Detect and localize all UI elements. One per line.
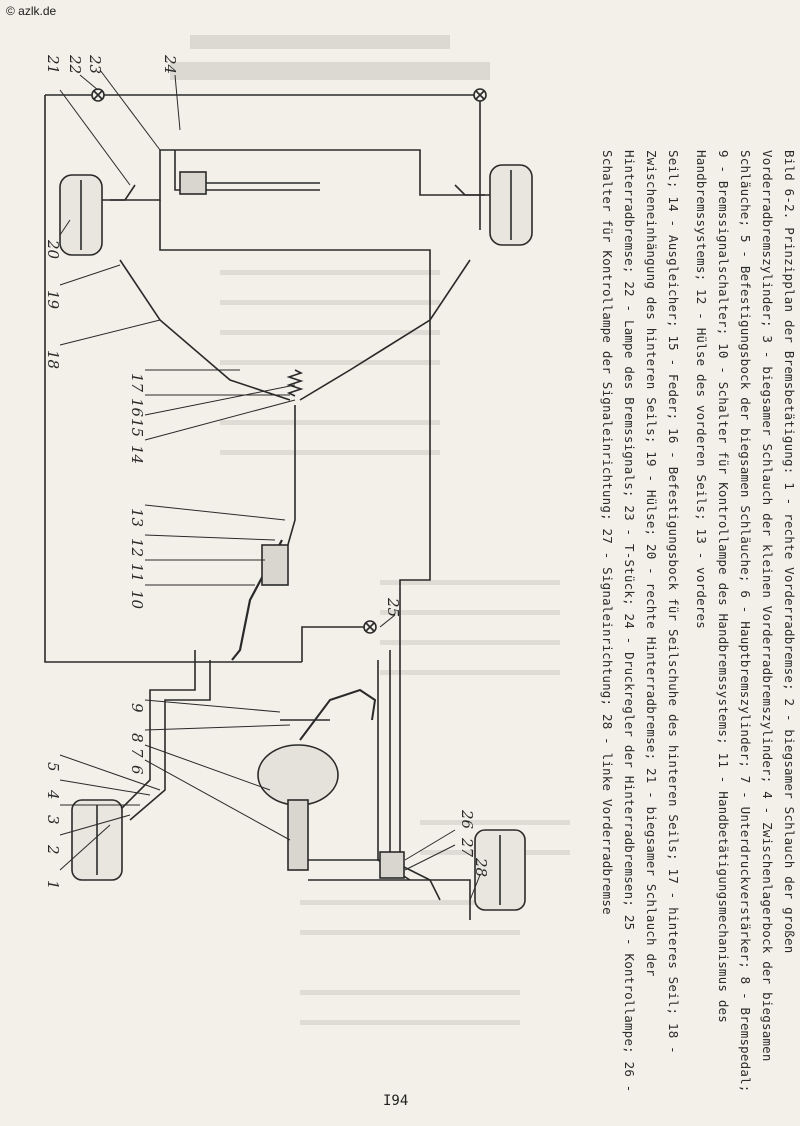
master-cylinder bbox=[288, 800, 308, 870]
callout-25: 25 bbox=[384, 598, 402, 618]
callout-3: 3 bbox=[44, 815, 62, 825]
callout-18: 18 bbox=[44, 350, 62, 370]
callout-17: 17 bbox=[128, 373, 146, 393]
callout-7: 7 bbox=[128, 748, 146, 758]
cable-front bbox=[285, 405, 295, 555]
bleed-through-heading bbox=[170, 35, 490, 80]
callout-19: 19 bbox=[44, 290, 62, 310]
spring bbox=[289, 370, 301, 396]
bleed-through-lines bbox=[220, 270, 570, 1025]
callout-6: 6 bbox=[128, 765, 146, 775]
callout-5: 5 bbox=[44, 762, 62, 772]
front-line-right-2 bbox=[378, 660, 410, 880]
callout-26: 26 bbox=[458, 810, 476, 830]
callout-28: 28 bbox=[472, 858, 490, 878]
callout-10: 10 bbox=[128, 590, 146, 610]
callout-4: 4 bbox=[44, 790, 62, 800]
callout-12: 12 bbox=[128, 538, 146, 558]
page-number: I94 bbox=[383, 1093, 409, 1109]
callout-21: 21 bbox=[44, 55, 62, 75]
caption-part-2: Seil; 14 - Ausgleicher; 15 - Feder; 16 - Befestigungsbock für Seilschuhe des hinteren Seils; 17 - hinteres Seil; 18 - Zwischeneinhängung des hinteren Seils; 19 - Hülse; 20 - rechte Hinterradbremse; 21 - biegsamer Schlauch der Hinterradbremse; 22 - Lampe des Bremssignals; 23 - T-Stück; 24 - Druckregler der Hinterradbremsen; 25 - Kontrollampe; 26 - Schalter für Kontrollampe der Signaleinrichtung; 27 - Signaleinrichtung; 28 - linke Vorderradbremse bbox=[600, 150, 681, 1093]
rear-brake-line-left bbox=[110, 150, 185, 200]
callout-2: 2 bbox=[44, 845, 62, 855]
figure-caption bbox=[540, 150, 800, 1100]
callout-15: 15 bbox=[128, 418, 146, 438]
rear-brake-line-right bbox=[185, 150, 485, 195]
callout-14: 14 bbox=[128, 445, 146, 465]
callout-13: 13 bbox=[128, 508, 146, 528]
callout-27: 27 bbox=[458, 838, 476, 858]
callout-24: 24 bbox=[161, 55, 179, 75]
callout-1: 1 bbox=[44, 880, 62, 890]
signal-device bbox=[380, 852, 404, 878]
callout-11: 11 bbox=[128, 563, 146, 583]
callout-8: 8 bbox=[128, 733, 146, 743]
callout-23: 23 bbox=[86, 55, 104, 75]
callout-22: 22 bbox=[66, 55, 84, 75]
watermark: © azlk.de bbox=[6, 4, 57, 18]
vacuum-booster bbox=[258, 745, 338, 805]
pressure-regulator bbox=[180, 172, 206, 194]
callout-20: 20 bbox=[44, 240, 62, 260]
callout-16: 16 bbox=[128, 398, 146, 418]
caption-part-1: Bild 6-2. Prinzipplan der Bremsbetätigung: 1 - rechte Vorderradbremse; 2 - biegsamer Schlauch der großen Vorderradbremszylinder; 3 - biegsamer Schlauch der kleinen Vorderradbremszylinder; 4 - Zwischenlagerbock der biegsamen Schläuche; 5 - Befestigungsbock der biegsamen Schläuche; 6 - Hauptbremszylinder; 7 - Unterdruckverstärker; 8 - Bremspedal; 9 - Bremssignalschalter; 10 - Schalter für Kontrollampe des Handbremssystems; 11 - Handbetätigungsmechanismus des Handbremssystems; 12 - Hülse des vorderen Seils; 13 - vorderes bbox=[694, 150, 797, 1093]
callout-9: 9 bbox=[128, 703, 146, 713]
brake-pedal bbox=[300, 690, 375, 740]
